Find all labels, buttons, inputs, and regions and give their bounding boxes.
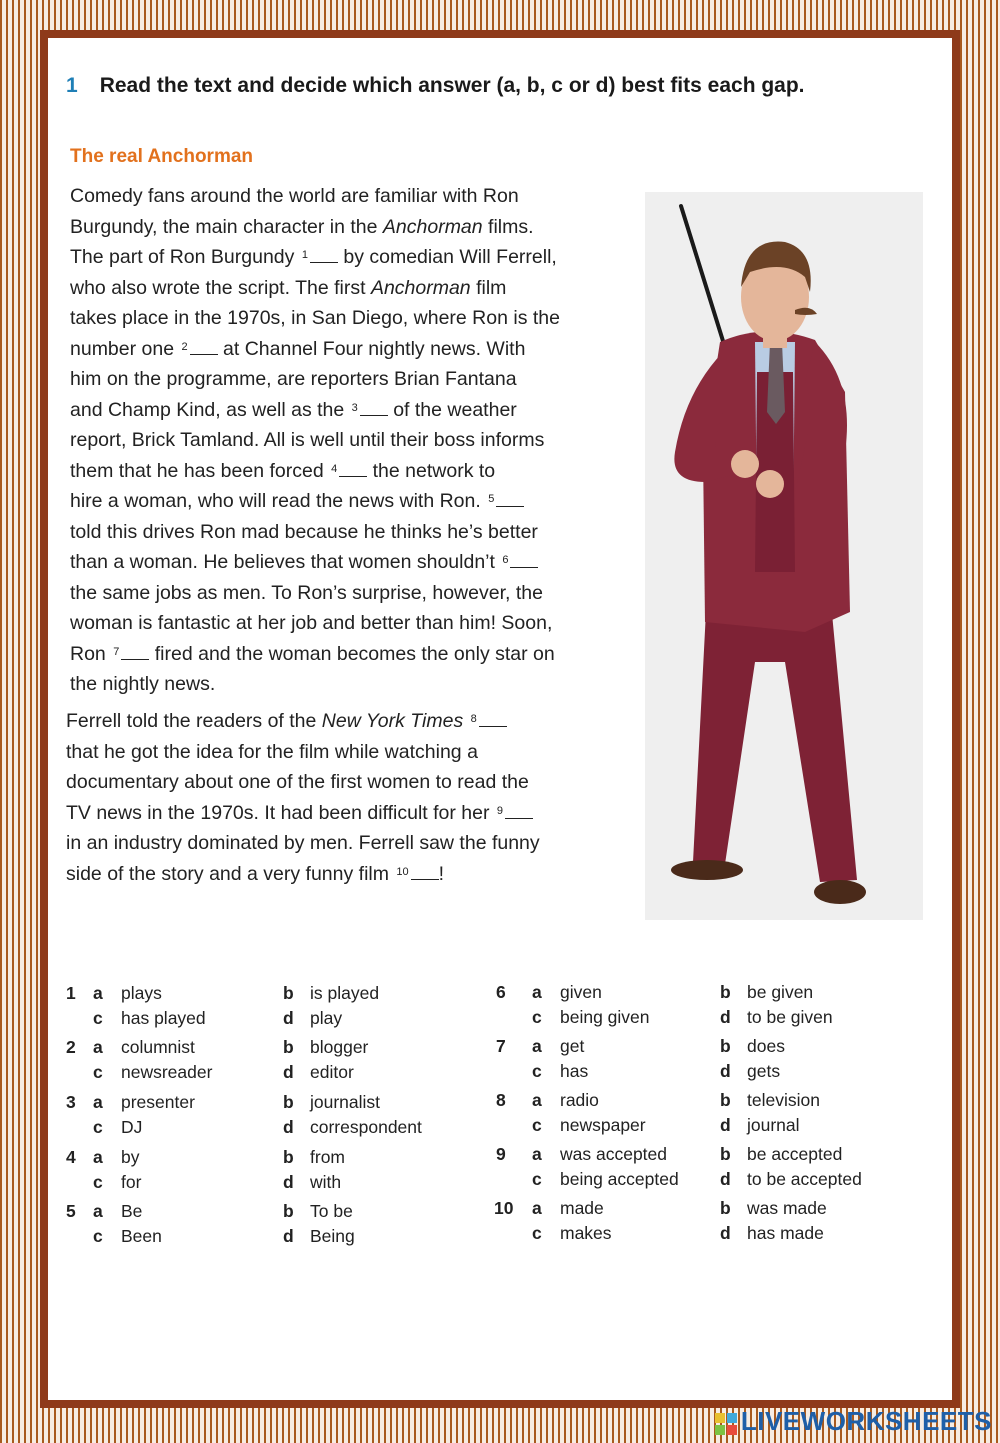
option-letter: c (93, 1062, 103, 1082)
gap-2[interactable] (190, 340, 218, 355)
option-letter: d (720, 1169, 731, 1189)
question-number: 1 (66, 983, 76, 1003)
option-letter: c (532, 1169, 542, 1189)
option-letter: b (283, 1147, 294, 1167)
option-letter: c (93, 1117, 103, 1137)
answer-option[interactable]: newspaper (560, 1115, 646, 1135)
option-letter: a (532, 1036, 542, 1056)
text-line: who also wrote the script. The first Anchorman film (70, 276, 507, 299)
text-line: number one $^2$ at Channel Four nightly news. With (70, 337, 526, 360)
question-number: 9 (496, 1144, 506, 1164)
answer-option[interactable]: to be given (747, 1007, 833, 1027)
text-line: him on the programme, are reporters Brian Fantana (70, 368, 517, 390)
option-letter: a (532, 982, 542, 1002)
answer-option[interactable]: To be (310, 1201, 353, 1221)
option-letter: c (532, 1061, 542, 1081)
answer-option[interactable]: television (747, 1090, 820, 1110)
option-letter: d (283, 1172, 294, 1192)
text-line: TV news in the 1970s. It had been difficult for her $^9$ (66, 798, 626, 829)
answer-option[interactable]: made (560, 1198, 604, 1218)
answer-option[interactable]: newsreader (121, 1062, 213, 1082)
text-line: told this drives Ron mad because he thinks he’s better (70, 520, 538, 543)
question-number: 4 (66, 1147, 76, 1167)
answer-option[interactable]: was accepted (560, 1144, 668, 1164)
option-letter: a (93, 1201, 103, 1221)
option-letter: b (283, 983, 294, 1003)
option-letter: c (93, 1008, 103, 1028)
answer-option[interactable]: is played (310, 983, 380, 1003)
answer-option[interactable]: journal (747, 1115, 800, 1135)
gap-8[interactable] (479, 712, 507, 727)
text-line: Ron $^7$ fired and the woman becomes the only star on (70, 642, 555, 665)
question-number: 5 (66, 1201, 76, 1221)
option-letter: b (283, 1037, 294, 1057)
article-paragraph-1 (70, 181, 630, 700)
text-line: that he got the idea for the film while watching a (66, 740, 478, 763)
option-letter: d (720, 1061, 731, 1081)
question-number: 3 (66, 1092, 76, 1112)
text-line: Comedy fans around the world are familiar with Ron (70, 185, 519, 207)
answer-option[interactable]: was made (747, 1198, 827, 1218)
question-number: 2 (66, 1037, 76, 1057)
answer-option[interactable]: presenter (121, 1092, 195, 1112)
answer-option[interactable]: plays (121, 983, 162, 1003)
answer-option[interactable]: makes (560, 1223, 612, 1243)
article-paragraph-2 (66, 706, 626, 889)
liveworksheets-logo (715, 1406, 992, 1437)
gap-7[interactable] (121, 645, 149, 660)
question-number: 6 (496, 982, 506, 1002)
option-letter: c (93, 1172, 103, 1192)
option-letter: c (93, 1226, 103, 1246)
option-letter: d (720, 1223, 731, 1243)
option-letter: a (93, 1147, 103, 1167)
question-number: 7 (496, 1036, 506, 1056)
answer-option[interactable]: given (560, 982, 602, 1002)
answer-option[interactable]: Been (121, 1226, 162, 1246)
option-letter: b (720, 982, 731, 1002)
text-line: The part of Ron Burgundy $^1$ by comedian Will Ferrell, (70, 246, 557, 268)
gap-3[interactable] (360, 401, 388, 416)
gap-1[interactable] (310, 248, 338, 263)
text-line: woman is fantastic at her job and better than him! Soon, (70, 612, 553, 634)
liveworksheets-logo-icon (715, 1411, 737, 1433)
answer-option[interactable]: be given (747, 982, 814, 1002)
answer-option[interactable]: be accepted (747, 1144, 843, 1164)
answer-option[interactable]: has made (747, 1223, 824, 1243)
text-line: in an industry dominated by men. Ferrell saw the funny (66, 832, 540, 854)
instruction-number: 1 (66, 74, 78, 97)
text-line: than a woman. He believes that women shouldn’t $^6$ (70, 547, 630, 578)
option-letter: a (532, 1144, 542, 1164)
answer-option[interactable]: has (560, 1061, 589, 1081)
answer-option[interactable]: radio (560, 1090, 599, 1110)
answer-option[interactable]: blogger (310, 1037, 369, 1057)
option-letter: b (283, 1092, 294, 1112)
instruction-text: Read the text and decide which answer (a, b, c or d) best fits each gap. (99, 74, 805, 97)
gap-5[interactable] (496, 492, 524, 507)
option-letter: a (93, 1037, 103, 1057)
text-line: and Champ Kind, as well as the $^3$ of the weather (70, 398, 517, 421)
text-line: Ferrell told the readers of the New York Times $^8$ (66, 706, 626, 737)
option-letter: a (93, 1092, 103, 1112)
answer-option[interactable]: for (121, 1172, 142, 1192)
option-letter: c (532, 1007, 542, 1027)
answer-option[interactable]: to be accepted (747, 1169, 862, 1189)
text-line: takes place in the 1970s, in San Diego, where Ron is the (70, 307, 560, 329)
anchorman-photo (645, 192, 923, 920)
answer-option[interactable]: being accepted (560, 1169, 679, 1189)
answer-option[interactable]: by (121, 1147, 140, 1167)
answer-option[interactable]: has played (121, 1008, 206, 1028)
answer-option[interactable]: get (560, 1036, 585, 1056)
gap-4[interactable] (339, 462, 367, 477)
instruction (66, 74, 805, 98)
option-letter: c (532, 1223, 542, 1243)
option-letter: a (532, 1090, 542, 1110)
option-letter: b (720, 1198, 731, 1218)
option-letter: d (283, 1117, 294, 1137)
option-letter: c (532, 1115, 542, 1135)
option-letter: d (283, 1062, 294, 1082)
option-letter: b (720, 1144, 731, 1164)
text-line: documentary about one of the first women to read the (66, 771, 529, 793)
logo-text: LIVEWORKSHEETS (740, 1406, 992, 1436)
answer-option[interactable]: Being (310, 1226, 355, 1246)
answer-option[interactable]: columnist (121, 1037, 195, 1057)
answer-option[interactable]: correspondent (310, 1117, 422, 1137)
answer-option[interactable]: Be (121, 1201, 143, 1221)
answer-option[interactable]: gets (747, 1061, 781, 1081)
answer-option[interactable]: editor (310, 1062, 354, 1082)
option-letter: d (283, 1008, 294, 1028)
text-line: the nightly news. (70, 673, 216, 695)
option-letter: d (283, 1226, 294, 1246)
text-line: them that he has been forced $^4$ the network to (70, 459, 496, 482)
text-line: the same jobs as men. To Ron’s surprise, however, the (70, 581, 543, 604)
text-line: side of the story and a very funny film $^{10}$ ! (66, 862, 445, 885)
text-line: hire a woman, who will read the news with Ron. $^5$ (70, 486, 630, 517)
answer-option[interactable]: journalist (310, 1092, 381, 1112)
option-letter: b (720, 1090, 731, 1110)
option-letter: d (720, 1115, 731, 1135)
article-title: The real Anchorman (70, 146, 254, 167)
gap-9[interactable] (505, 804, 533, 819)
text-line: Burgundy, the main character in the Anchorman films. (70, 215, 534, 238)
option-letter: a (93, 983, 103, 1003)
option-letter: b (283, 1201, 294, 1221)
option-letter: a (532, 1198, 542, 1218)
answer-option[interactable]: with (310, 1172, 342, 1192)
answer-option[interactable]: DJ (121, 1117, 143, 1137)
option-letter: d (720, 1007, 731, 1027)
answer-option[interactable]: play (310, 1008, 343, 1028)
text-line: report, Brick Tamland. All is well until their boss informs (70, 429, 545, 451)
gap-10[interactable] (411, 865, 439, 880)
answer-option[interactable]: does (747, 1036, 785, 1056)
answer-option[interactable]: from (310, 1147, 345, 1167)
option-letter: b (720, 1036, 731, 1056)
question-number: 10 (494, 1198, 514, 1218)
question-number: 8 (496, 1090, 506, 1110)
answer-option[interactable]: being given (560, 1007, 650, 1027)
gap-6[interactable] (510, 553, 538, 568)
